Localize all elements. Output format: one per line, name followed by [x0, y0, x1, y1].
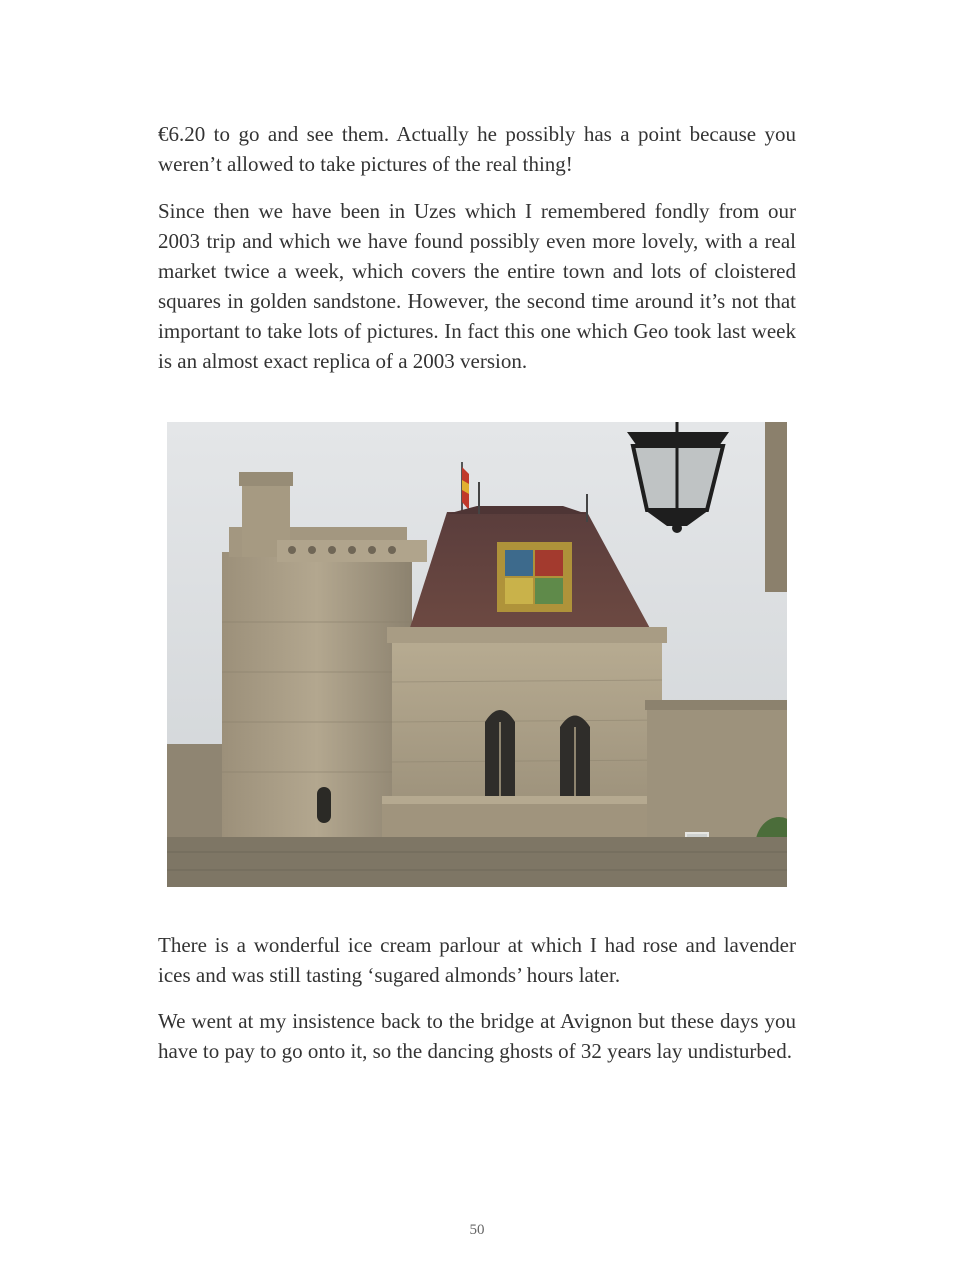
castle-photo — [167, 422, 787, 887]
paragraph-4: We went at my insistence back to the bridge at Avignon but these days you have to pay to go onto it, so the dancing ghosts of 32 years lay undisturbed. — [158, 1009, 796, 1063]
paragraph-1: €6.20 to go and see them. Actually he possibly has a point because you weren’t allowed to take pictures of the real thing! — [158, 122, 796, 176]
page-number: 50 — [469, 1222, 485, 1238]
paragraph-2: Since then we have been in Uzes which I remembered fondly from our 2003 trip and which we have found possibly even more lovely, with a real market twice a week, which covers the entire town and lots of cloistered squares in golden sandstone. However, the second time around it’s not that important to take lots of pictures. In fact this one which Geo took last week is an almost exact replica of a 2003 version. — [158, 199, 796, 373]
paragraph-3: There is a wonderful ice cream parlour at which I had rose and lavender ices and was still tasting ‘sugared almonds’ hours later. — [158, 933, 796, 987]
